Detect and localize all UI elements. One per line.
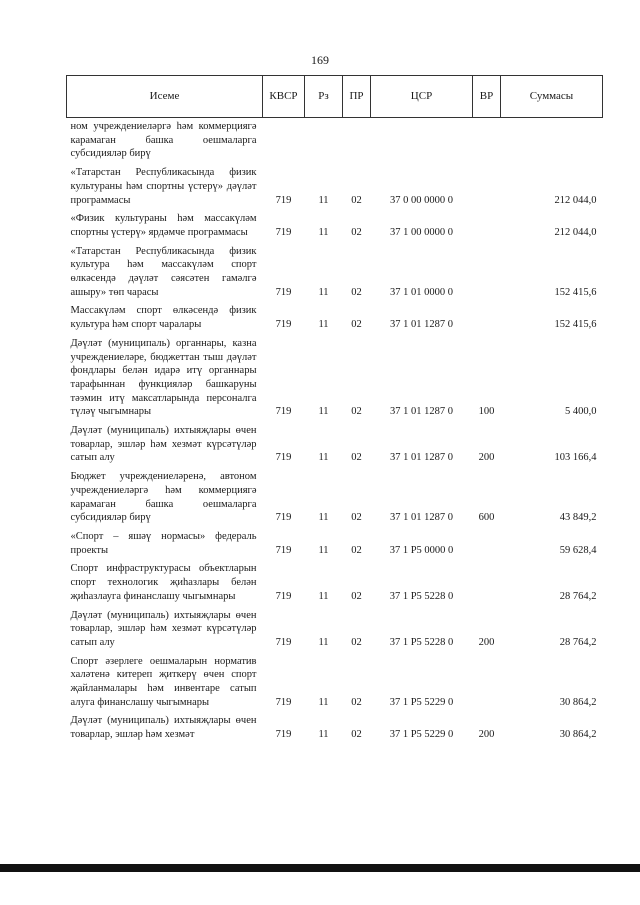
cell-vr (473, 243, 501, 303)
cell-rz: 11 (318, 590, 329, 602)
cell-pr: 02 (351, 696, 362, 708)
cell-sum: 152 415,6 (554, 319, 597, 331)
cell-name: Спорт инфраструктурасы объектларын спорт технологик җиһазлары белән җиһазлауга финанслашу чыгымнары (70, 563, 257, 602)
cell-csr: 37 1 01 1287 0 (390, 512, 453, 524)
cell-sum: 152 415,6 (554, 286, 597, 298)
cell-csr: 37 1 P5 5228 0 (389, 590, 454, 602)
cell-name: ном учреждениеләргә һәм коммерциягә карамаган башка оешмаларга субсидияләр бирү (70, 121, 257, 160)
cell-name: «Татарстан Республикасында физик культураны һәм спортны үстерү» дәүләт программасы (70, 167, 257, 206)
cell-rz: 11 (318, 544, 329, 556)
cell-csr (371, 118, 473, 165)
cell-kvsr: 719 (275, 512, 292, 524)
cell-vr (473, 164, 501, 210)
table-row (67, 118, 603, 165)
cell-rz: 11 (318, 286, 329, 298)
cell-kvsr: 719 (275, 696, 292, 708)
cell-name: «Татарстан Республикасында физик культура һәм массакүләм спорт өлкәсендә дәүләт сәясәтен гамәлгә ашыру» төп чарасы (70, 245, 257, 298)
cell-name: Дәүләт (муниципаль) органнары, казна учреждениеләре, бюджеттан тыш дәүләт фондлары белән идарә итү органнары тарафыннан функцияләр башкаруны тәэмин итү максатларында персоналга түләү чыгымнары (70, 337, 257, 418)
cell-name: «Физик культураны һәм массакүләм спортны үстерү» ярдәмче программасы (70, 213, 257, 238)
cell-csr: 37 1 01 1287 0 (390, 406, 453, 418)
cell-kvsr: 719 (275, 544, 292, 556)
cell-vr: 200 (478, 729, 495, 741)
cell-sum: 212 044,0 (554, 226, 597, 238)
cell-vr (473, 560, 501, 606)
table-row (67, 302, 603, 334)
cell-pr (343, 118, 371, 165)
cell-kvsr: 719 (275, 194, 292, 206)
header-name: Исеме (67, 76, 263, 118)
cell-csr: 37 1 01 1287 0 (390, 452, 453, 464)
cell-kvsr: 719 (275, 319, 292, 331)
cell-pr: 02 (351, 194, 362, 206)
header-rz: Рз (305, 76, 343, 118)
cell-name: Массакүләм спорт өлкәсендә физик культура һәм спорт чаралары (70, 305, 257, 331)
table-row (67, 422, 603, 468)
cell-vr (473, 302, 501, 334)
cell-csr: 37 0 00 0000 0 (390, 194, 453, 206)
cell-sum: 43 849,2 (559, 512, 597, 524)
cell-vr: 100 (478, 406, 495, 418)
cell-kvsr: 719 (275, 452, 292, 464)
cell-sum: 30 864,2 (559, 696, 597, 708)
cell-pr: 02 (351, 729, 362, 741)
cell-vr (473, 118, 501, 165)
header-pr: ПР (343, 76, 371, 118)
cell-rz (305, 118, 343, 165)
cell-name: Дәүләт (муниципаль) ихтыяҗлары өчен товарлар, эшләр һәм хезмәт (70, 715, 257, 741)
cell-rz: 11 (318, 729, 329, 741)
cell-vr: 200 (478, 452, 495, 464)
cell-sum: 30 864,2 (559, 729, 597, 741)
cell-kvsr: 719 (275, 226, 292, 238)
cell-csr: 37 1 P5 0000 0 (389, 544, 454, 556)
cell-pr: 02 (351, 452, 362, 464)
cell-sum: 28 764,2 (559, 636, 597, 648)
cell-name: Дәүләт (муниципаль) ихтыяҗлары өчен товарлар, эшләр һәм хезмәт күрсәтүләр сатып алу (70, 425, 257, 464)
header-vr: ВР (473, 76, 501, 118)
table-header (67, 76, 603, 118)
cell-rz: 11 (318, 452, 329, 464)
table-row (67, 335, 603, 422)
cell-csr: 37 1 01 1287 0 (390, 319, 453, 331)
cell-rz: 11 (318, 406, 329, 418)
cell-csr: 37 1 P5 5229 0 (389, 696, 454, 708)
cell-name: Спорт әзерлеге оешмаларын норматив халәтенә китереп җиткерү өчен спорт җайланмалары һәм инвентаре сатып алуга финанслашу чыгымнары (70, 655, 257, 708)
cell-kvsr: 719 (275, 636, 292, 648)
cell-vr (473, 528, 501, 560)
cell-csr: 37 1 P5 5228 0 (389, 636, 454, 648)
cell-pr: 02 (351, 544, 362, 556)
header-csr: ЦСР (371, 76, 473, 118)
budget-table (66, 75, 603, 745)
cell-name: «Спорт – яшәү нормасы» федераль проекты (70, 530, 257, 556)
cell-pr: 02 (351, 636, 362, 648)
cell-kvsr: 719 (275, 590, 292, 602)
cell-rz: 11 (318, 696, 329, 708)
scan-bottom-edge (0, 864, 640, 872)
cell-rz: 11 (318, 319, 329, 331)
cell-sum (501, 118, 603, 165)
table-row (67, 210, 603, 242)
table-row (67, 468, 603, 528)
cell-vr: 200 (478, 636, 495, 648)
cell-kvsr: 719 (275, 286, 292, 298)
cell-csr: 37 1 01 0000 0 (390, 286, 453, 298)
cell-pr: 02 (351, 406, 362, 418)
cell-rz: 11 (318, 636, 329, 648)
table-row (67, 712, 603, 744)
cell-vr: 600 (478, 512, 495, 524)
page-number: 169 (311, 53, 329, 67)
cell-sum: 28 764,2 (559, 590, 597, 602)
table-row (67, 560, 603, 606)
cell-pr: 02 (351, 512, 362, 524)
cell-rz: 11 (318, 194, 329, 206)
cell-kvsr: 719 (275, 406, 292, 418)
cell-rz: 11 (318, 512, 329, 524)
cell-vr (473, 653, 501, 713)
cell-sum: 5 400,0 (565, 406, 597, 418)
cell-sum: 103 166,4 (554, 452, 597, 464)
cell-kvsr (263, 118, 305, 165)
cell-rz: 11 (318, 226, 329, 238)
cell-pr: 02 (351, 319, 362, 331)
header-kvsr: КВСР (263, 76, 305, 118)
cell-sum: 59 628,4 (559, 544, 597, 556)
table-row (67, 164, 603, 210)
cell-kvsr: 719 (275, 729, 292, 741)
cell-csr: 37 1 P5 5229 0 (389, 729, 454, 741)
table-row (67, 653, 603, 713)
cell-sum: 212 044,0 (554, 194, 597, 206)
table-body (67, 118, 603, 745)
cell-pr: 02 (351, 286, 362, 298)
cell-pr: 02 (351, 590, 362, 602)
cell-name: Бюджет учреждениеләренә, автоном учреждениеләргә һәм коммерциягә карамаган башка оешмаларга субсидияләр бирү (70, 471, 257, 524)
table-row (67, 243, 603, 303)
table-row (67, 528, 603, 560)
cell-pr: 02 (351, 226, 362, 238)
cell-vr (473, 210, 501, 242)
table-row (67, 607, 603, 653)
cell-csr: 37 1 00 0000 0 (390, 226, 453, 238)
cell-name: Дәүләт (муниципаль) ихтыяҗлары өчен товарлар, эшләр һәм хезмәт күрсәтүләр сатып алу (70, 609, 257, 648)
header-sum: Суммасы (501, 76, 603, 118)
